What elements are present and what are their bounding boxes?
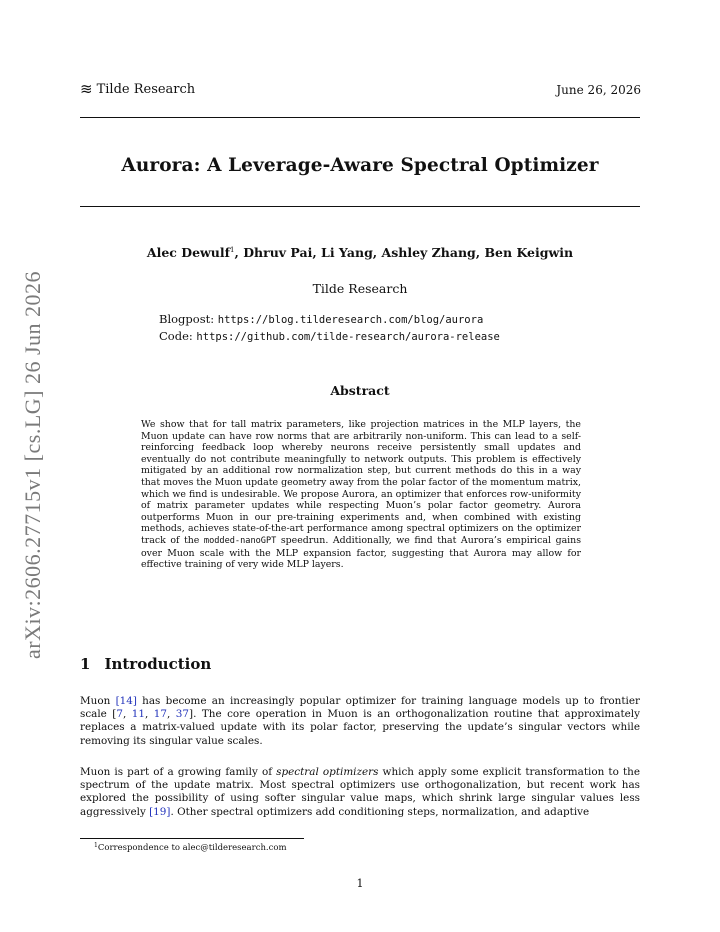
abstract-code-term: modded-nanoGPT xyxy=(203,535,277,546)
paper-title: Aurora: A Leverage-Aware Spectral Optimizer xyxy=(121,155,599,176)
arxiv-stamp: arXiv:2606.27715v1 [cs.LG] 26 Jun 2026 xyxy=(20,270,45,660)
p1-sep: , xyxy=(122,708,132,721)
footnote-rule xyxy=(80,838,304,839)
blogpost-link[interactable]: https://blog.tilderesearch.com/blog/aurora xyxy=(217,314,484,326)
blogpost-line xyxy=(159,311,500,328)
code-line xyxy=(159,328,500,345)
footnote-mark: 1 xyxy=(94,842,98,849)
citation-link[interactable]: 17 xyxy=(153,708,168,721)
p1-sep: , xyxy=(145,708,154,721)
citation-link[interactable]: 11 xyxy=(131,708,145,721)
section-heading xyxy=(80,655,211,673)
p2-text-b: which apply some explicit transformation to the spectrum of the update matrix. Most spectral optimizers use orthogonalization, but recent work has explored the possibility of using softer singular value maps, which shrink large singular values less aggressively xyxy=(80,766,640,818)
section-title: Introduction xyxy=(104,655,212,673)
first-author: Alec Dewulf xyxy=(146,245,231,260)
citation-link[interactable]: 37 xyxy=(175,708,190,721)
p2-emphasis: spectral optimizers xyxy=(276,766,379,778)
p1-text-b: has become an increasingly popular optimizer for training language models up to frontier scale [ xyxy=(80,695,640,721)
citation-link[interactable]: 7 xyxy=(116,708,123,721)
author-footnote-mark: 1 xyxy=(230,246,235,254)
header-org xyxy=(80,82,195,97)
citation-link[interactable]: [14] xyxy=(115,695,137,707)
blogpost-label: Blogpost: xyxy=(159,312,215,326)
page-number: 1 xyxy=(356,877,364,890)
section-number: 1 xyxy=(80,655,91,673)
abstract-part-1: We show that for tall matrix parameters, like projection matrices in the MLP layers, the Muon update can have row norms that are arbitrarily non-uniform. This can lead to a self-reinforcing feedback loop whereby neurons receive persistently small updates and eventually do not contribute meaningfully to network outputs. This problem is effectively mitigated by an additional row normalization step, but current methods do this in a way that moves the Muon update geometry away from the polar factor of the momentum matrix, which we find is undesirable. We propose Aurora, an optimizer that enforces row-uniformity of matrix parameter updates while respecting Muon’s polar factor geometry. Aurora outperforms Muon in our pre-training experiments and, when combined with existing methods, achieves state-of-the-art performance among spectral optimizers on the optimizer track of the xyxy=(141,419,581,546)
other-authors: , Dhruv Pai, Li Yang, Ashley Zhang, Ben Keigwin xyxy=(234,245,574,260)
abstract-text xyxy=(141,419,581,571)
citation-link[interactable]: [19] xyxy=(149,805,171,818)
intro-paragraph-1 xyxy=(80,695,640,748)
p2-text-a: Muon is part of a growing family of xyxy=(80,766,277,778)
author-list xyxy=(80,245,640,260)
p1-text-c: ]. The core operation in Muon is an orthogonalization routine that approximately replaces a matrix-valued update with its polar factor, preserving the update’s singular vectors while removing its singular value scales. xyxy=(80,708,640,747)
p1-text-a: Muon xyxy=(80,695,116,707)
code-label: Code: xyxy=(159,329,193,343)
affiliation: Tilde Research xyxy=(312,281,408,296)
code-link[interactable]: https://github.com/tilde-research/aurora-release xyxy=(196,331,500,343)
footnote-text: Correspondence to alec@tilderesearch.com xyxy=(97,843,287,853)
p1-sep: , xyxy=(167,708,176,721)
top-rule xyxy=(80,117,640,118)
abstract-heading: Abstract xyxy=(330,383,390,398)
p2-text-c: . Other spectral optimizers add conditioning steps, normalization, and adaptive xyxy=(170,805,590,818)
org-name: Tilde Research xyxy=(96,82,196,97)
title-rule xyxy=(80,206,640,207)
header-date: June 26, 2026 xyxy=(556,83,641,97)
footnote xyxy=(94,842,287,853)
abstract-part-2: speedrun. Additionally, we find that Aurora’s empirical gains over Muon scale with the MLP expansion factor, suggesting that Aurora may allow for effective training of very wide MLP layers. xyxy=(141,534,582,571)
tilde-logo-icon: ≋ xyxy=(80,80,93,98)
intro-paragraph-2 xyxy=(80,766,640,819)
paper-links xyxy=(159,311,500,345)
